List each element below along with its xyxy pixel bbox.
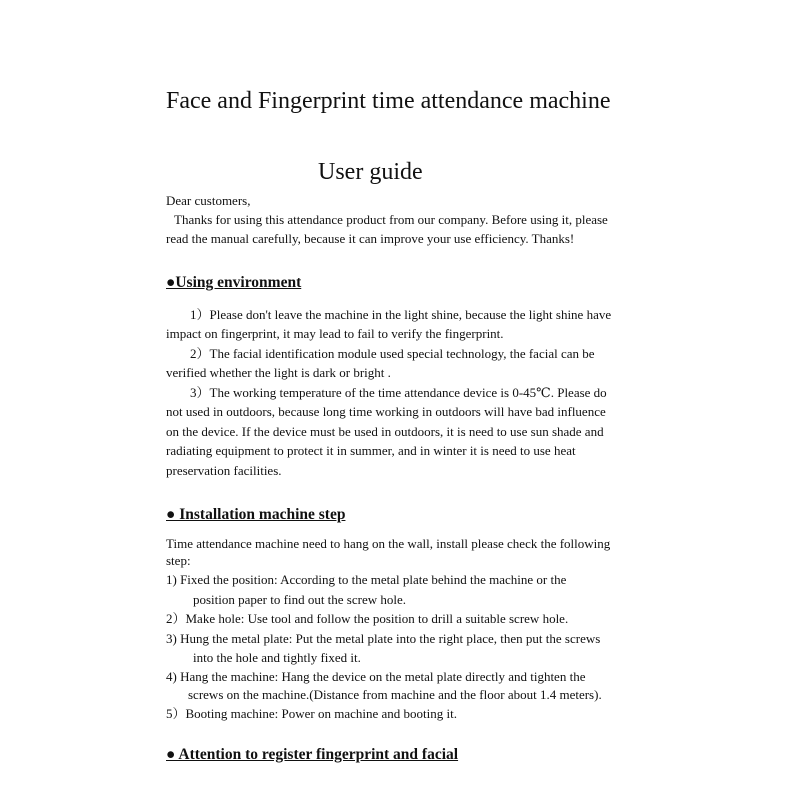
installation-line: step: <box>166 553 191 568</box>
intro-line: Thanks for using this attendance product from our company. Before using it, please <box>174 212 608 227</box>
section-heading-installation: ● Installation machine step <box>166 506 346 523</box>
installation-step: 3) Hung the metal plate: Put the metal plate into the right place, then put the screws <box>166 631 601 646</box>
document-subtitle: User guide <box>318 159 423 185</box>
environment-line: radiating equipment to protect it in summer, and in winter it is need to use heat <box>166 443 576 458</box>
document-title: Face and Fingerprint time attendance machine <box>166 88 611 114</box>
environment-line: on the device. If the device must be used in outdoors, it is need to use sun shade and <box>166 424 604 439</box>
environment-line: 3）The working temperature of the time attendance device is 0-45℃. Please do <box>190 385 607 400</box>
installation-line: position paper to find out the screw hole. <box>193 592 407 607</box>
installation-step: 4) Hang the machine: Hang the device on the metal plate directly and tighten the <box>166 669 586 684</box>
environment-line: impact on fingerprint, it may lead to fail to verify the fingerprint. <box>166 326 504 341</box>
environment-line: 1）Please don't leave the machine in the light shine, because the light shine have <box>190 307 612 322</box>
environment-line: not used in outdoors, because long time working in outdoors will have bad influence <box>166 404 606 419</box>
section-heading-attention: ● Attention to register fingerprint and facial <box>166 746 459 763</box>
installation-line: into the hole and tightly fixed it. <box>193 650 361 665</box>
intro-line: read the manual carefully, because it can improve your use efficiency. Thanks! <box>166 231 575 246</box>
installation-step: 5）Booting machine: Power on machine and booting it. <box>166 706 458 721</box>
environment-line: 2）The facial identification module used special technology, the facial can be <box>190 346 595 361</box>
environment-line: verified whether the light is dark or bright . <box>166 365 391 380</box>
installation-line: screws on the machine.(Distance from machine and the floor about 1.4 meters). <box>188 687 602 702</box>
environment-line: preservation facilities. <box>166 463 282 478</box>
installation-step: 1) Fixed the position: According to the metal plate behind the machine or the <box>166 572 567 587</box>
section-heading-environment: ●Using environment <box>166 274 302 291</box>
installation-step: 2）Make hole: Use tool and follow the position to drill a suitable screw hole. <box>166 611 569 626</box>
installation-line: Time attendance machine need to hang on the wall, install please check the following <box>166 536 611 551</box>
greeting: Dear customers, <box>166 193 251 208</box>
